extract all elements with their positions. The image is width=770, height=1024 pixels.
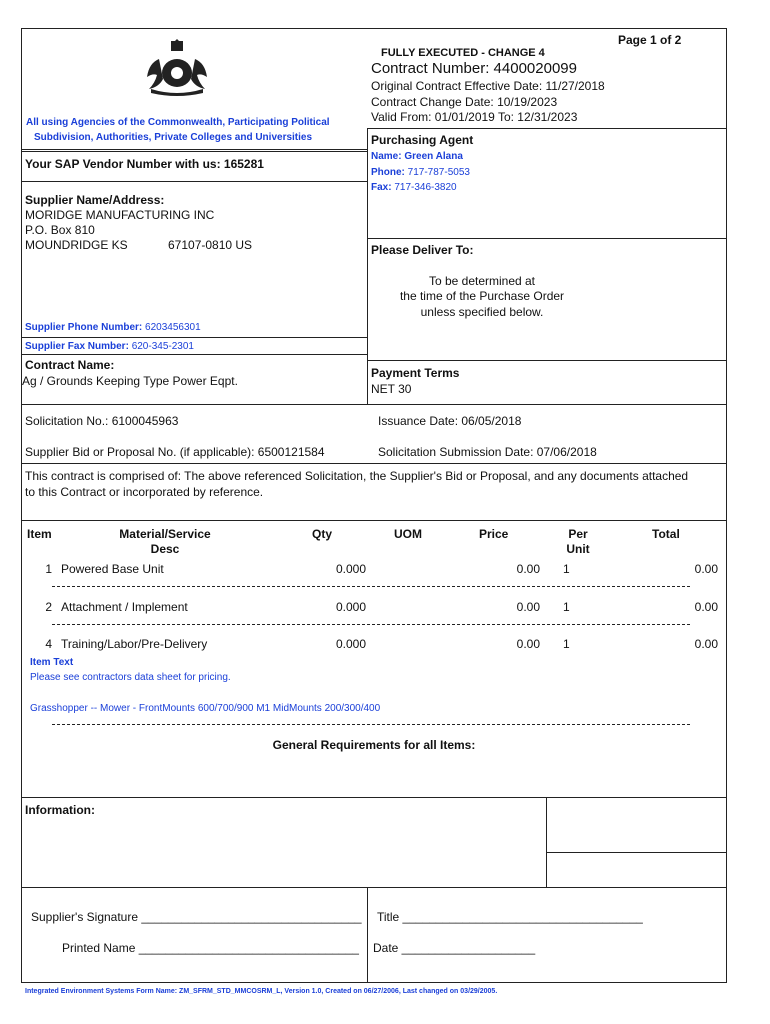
- rule: [21, 181, 367, 182]
- row-qty: 0.000: [336, 562, 367, 576]
- original-effective-date: Original Contract Effective Date: 11/27/2018: [371, 79, 605, 93]
- rule: [21, 520, 727, 521]
- contract-change-date: Contract Change Date: 10/19/2023: [371, 95, 558, 109]
- supplier-phone-value: 6203456301: [145, 322, 201, 333]
- payment-terms-value: NET 30: [371, 382, 412, 396]
- rule: [546, 852, 727, 853]
- supplier-fax-label: Supplier Fax Number:: [25, 341, 129, 352]
- supplier-name: MORIDGE MANUFACTURING INC: [25, 208, 215, 222]
- row-separator: [52, 586, 690, 587]
- issuance-date: Issuance Date: 06/05/2018: [378, 414, 522, 428]
- row-separator: [52, 624, 690, 625]
- supplier-po-box: P.O. Box 810: [25, 223, 95, 237]
- vendor-number: Your SAP Vendor Number with us: 165281: [25, 157, 264, 171]
- header-divider: [367, 128, 368, 404]
- col-total-header: Total: [652, 527, 680, 541]
- date-line[interactable]: Date ____________________: [373, 941, 536, 955]
- comprised-line-2: to this Contract or incorporated by reference.: [25, 485, 264, 499]
- row-item: 4: [45, 637, 52, 651]
- row-price: 0.00: [516, 562, 540, 576]
- rule: [21, 151, 367, 152]
- solicitation-number: Solicitation No.: 6100045963: [25, 414, 179, 428]
- supplier-city: MOUNDRIDGE KS: [25, 238, 128, 252]
- bid-number: Supplier Bid or Proposal No. (if applicable): 6500121584: [25, 445, 325, 459]
- rule: [21, 404, 727, 405]
- signature-divider: [367, 887, 368, 983]
- agent-phone-label: Phone:: [371, 167, 405, 178]
- agencies-line-2: Subdivision, Authorities, Private Colleges and Universities: [34, 132, 313, 143]
- agencies-line-1: All using Agencies of the Commonwealth, Participating Political: [26, 117, 330, 128]
- col-price-header: Price: [479, 527, 509, 541]
- row-separator: [52, 724, 690, 725]
- commonwealth-seal: [137, 37, 217, 97]
- agent-phone: [371, 167, 470, 178]
- title-line[interactable]: Title ____________________________________: [377, 910, 643, 924]
- deliver-line-2: the time of the Purchase Order: [399, 289, 565, 303]
- rule: [367, 128, 727, 129]
- row-qty: 0.000: [336, 637, 367, 651]
- agent-fax-value: 717-346-3820: [394, 182, 457, 193]
- supplier-fax-value: 620-345-2301: [131, 341, 194, 352]
- row-total: 0.00: [694, 562, 718, 576]
- printed-name-line[interactable]: Printed Name _________________________________: [62, 941, 359, 955]
- supplier-fax: [25, 341, 194, 352]
- contract-name-value: Ag / Grounds Keeping Type Power Eqpt.: [22, 374, 238, 388]
- agent-phone-value[interactable]: 717-787-5053: [407, 167, 470, 178]
- information-heading: Information:: [25, 803, 95, 817]
- rule: [367, 360, 727, 361]
- col-item-header: Item: [27, 527, 52, 541]
- general-requirements-heading: General Requirements for all Items:: [272, 738, 476, 752]
- rule: [21, 463, 727, 464]
- form-footer: Integrated Environment Systems Form Name: ZM_SFRM_STD_MMCOSRM_L, Version 1.0, Created on 06/27/2006, Last changed on 03/29/2005.: [25, 988, 498, 995]
- submission-date: Solicitation Submission Date: 07/06/2018: [378, 445, 597, 459]
- supplier-phone-label: Supplier Phone Number:: [25, 322, 143, 333]
- comprised-line-1: This contract is comprised of: The above referenced Solicitation, the Supplier's Bid or Proposal, and any documents attached: [25, 469, 689, 483]
- col-qty-header: Qty: [312, 527, 333, 541]
- supplier-phone: [25, 322, 201, 333]
- row-total: 0.00: [694, 637, 718, 651]
- payment-terms-heading: Payment Terms: [371, 366, 460, 380]
- rule: [21, 797, 727, 798]
- deliver-heading: Please Deliver To:: [371, 243, 474, 257]
- row-price: 0.00: [516, 600, 540, 614]
- row-desc: Training/Labor/Pre-Delivery: [61, 637, 208, 651]
- row-item: 1: [45, 562, 52, 576]
- valid-dates: Valid From: 01/01/2019 To: 12/31/2023: [371, 110, 578, 124]
- supplier-heading: Supplier Name/Address:: [25, 193, 165, 207]
- row-total: 0.00: [694, 600, 718, 614]
- row-per: 1: [563, 562, 570, 576]
- purchasing-agent-heading: Purchasing Agent: [371, 133, 474, 147]
- item-text-line-2: Grasshopper -- Mower - FrontMounts 600/700/900 M1 MidMounts 200/300/400: [30, 703, 381, 714]
- supplier-zip: 67107-0810 US: [168, 238, 253, 252]
- agent-fax: [371, 182, 457, 193]
- col-desc-header-1: Material/Service: [119, 527, 211, 541]
- row-per: 1: [563, 600, 570, 614]
- agent-fax-label: Fax:: [371, 182, 392, 193]
- contract-number: Contract Number: 4400020099: [371, 60, 577, 77]
- item-text-line-1: Please see contractors data sheet for pricing.: [30, 672, 231, 683]
- item-text-label: Item Text: [30, 657, 74, 668]
- col-per-header-1: Per: [568, 527, 588, 541]
- info-divider: [546, 797, 547, 887]
- row-per: 1: [563, 637, 570, 651]
- col-per-header-2: Unit: [566, 542, 590, 556]
- row-item: 2: [45, 600, 52, 614]
- rule: [367, 238, 727, 239]
- row-qty: 0.000: [336, 600, 367, 614]
- contract-name-heading: Contract Name:: [25, 358, 115, 372]
- row-desc: Powered Base Unit: [61, 562, 164, 576]
- rule: [21, 887, 727, 888]
- rule: [21, 337, 367, 338]
- row-desc: Attachment / Implement: [61, 600, 188, 614]
- deliver-line-1: To be determined at: [428, 274, 536, 288]
- supplier-signature-line[interactable]: Supplier's Signature _________________________________: [31, 910, 362, 924]
- page-indicator: Page 1 of 2: [618, 33, 682, 47]
- status-line: FULLY EXECUTED - CHANGE 4: [381, 47, 545, 59]
- agent-name: Name: Green Alana: [371, 151, 463, 162]
- row-price: 0.00: [516, 637, 540, 651]
- rule: [21, 149, 367, 150]
- col-uom-header: UOM: [394, 527, 422, 541]
- deliver-line-3: unless specified below.: [420, 305, 544, 319]
- col-desc-header-2: Desc: [150, 542, 180, 556]
- rule: [21, 354, 367, 355]
